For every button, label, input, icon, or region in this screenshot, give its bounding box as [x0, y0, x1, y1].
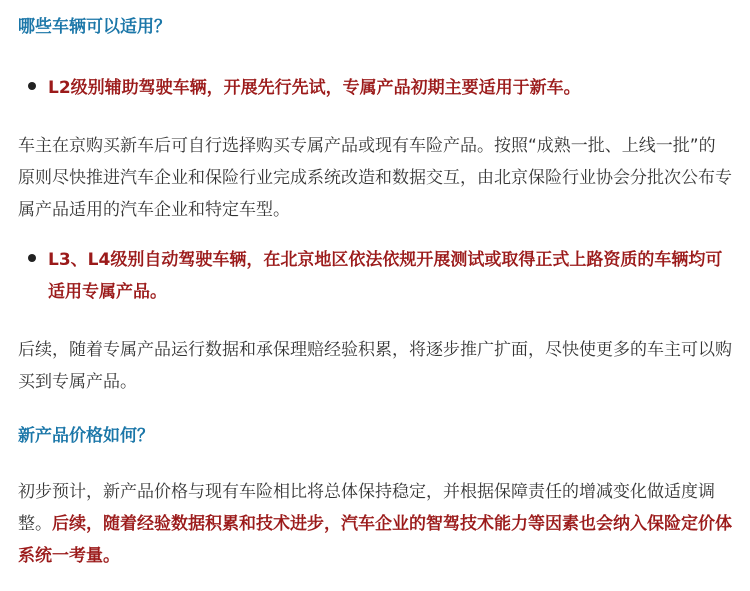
section-heading-pricing: 新产品价格如何？ [18, 426, 154, 446]
paragraph-pricing [18, 476, 732, 572]
bullet-text-l2: L2级别辅助驾驶车辆，开展先行先试，专属产品初期主要适用于新车。 [48, 78, 581, 98]
section-heading-applicable-vehicles: 哪些车辆可以适用？ [18, 17, 171, 37]
bullet-item-l2 [18, 72, 732, 104]
bullet-dot-icon [28, 82, 36, 90]
bullet-dot-icon [28, 254, 36, 262]
pricing-text-plain: 初步预计，新产品价格与现有车险相比将总体保持稳定，并根据保障责任的增减变化做适度调整。 [18, 482, 715, 534]
bullet-item-l3-l4 [18, 244, 732, 308]
paragraph-purchase-options: 车主在京购买新车后可自行选择购买专属产品或现有车险产品。按照“成熟一批、上线一批”的原则尽快推进汽车企业和保险行业完成系统改造和数据交互，由北京保险行业协会分批次公布专属产品适用的汽车企业和特定车型。 [18, 136, 732, 220]
pricing-text-emphasis: 后续，随着经验数据积累和技术进步，汽车企业的智驾技术能力等因素也会纳入保险定价体系统一考量。 [18, 514, 732, 566]
bullet-text-l3-l4: L3、L4级别自动驾驶车辆，在北京地区依法依规开展测试或取得正式上路资质的车辆均可适用专属产品。 [48, 250, 723, 302]
paragraph-future-expansion: 后续，随着专属产品运行数据和承保理赔经验积累，将逐步推广扩面，尽快使更多的车主可以购买到专属产品。 [18, 340, 732, 392]
